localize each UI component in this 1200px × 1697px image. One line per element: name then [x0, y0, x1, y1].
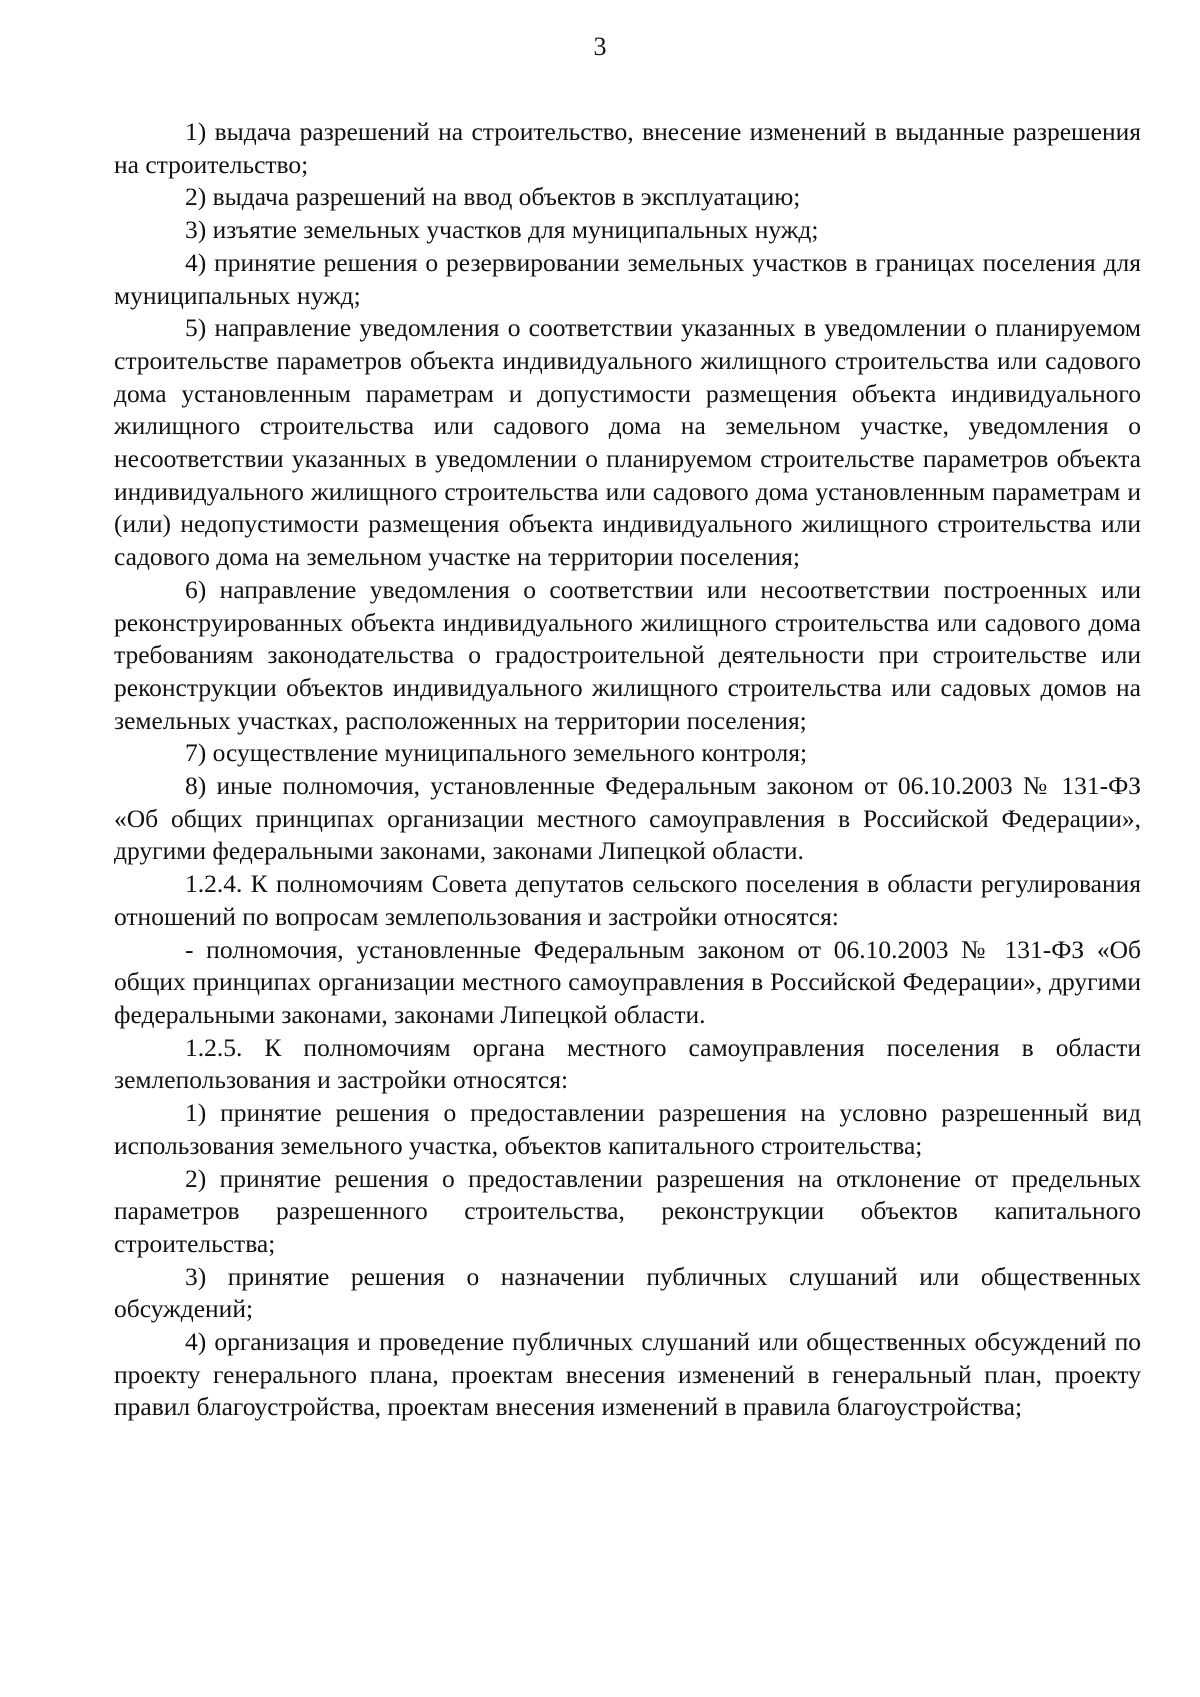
- paragraph-subitem-1: 1) принятие решения о предоставлении разрешения на условно разрешенный вид использования земельного участка, объектов капитального строительства;: [114, 1098, 1141, 1160]
- document-body: [114, 116, 1141, 1424]
- paragraph-item-8: 8) иные полномочия, установленные Федеральным законом от 06.10.2003 № 131-ФЗ «Об общих принципах организации местного самоуправления в Российской Федерации», другими федеральными законами, законами Липецкой области.: [114, 771, 1141, 866]
- page-number: 3: [593, 32, 607, 61]
- paragraph-item-1: 1) выдача разрешений на строительство, внесение изменений в выданные разрешения на строительство;: [114, 117, 1141, 179]
- paragraph-item-2: 2) выдача разрешений на ввод объектов в эксплуатацию;: [185, 182, 801, 212]
- paragraph-item-5: 5) направление уведомления о соответствии указанных в уведомлении о планируемом строительстве параметров объекта индивидуального жилищного строительства или садового дома установленным параметрам и допустимости размещения объекта индивидуального жилищного строительства или садового дома на земельном участке, уведомления о несоответствии указанных в уведомлении о планируемом строительстве параметров объекта индивидуального жилищного строительства или садового дома установленным параметрам и (или) недопустимости размещения объекта индивидуального жилищного строительства или садового дома на земельном участке на территории поселения;: [114, 313, 1141, 572]
- paragraph-council-powers: - полномочия, установленные Федеральным законом от 06.10.2003 № 131-ФЗ «Об общих принципах организации местного самоуправления в Российской Федерации», другими федеральными законами, законами Липецкой области.: [114, 934, 1141, 1029]
- paragraph-item-3: 3) изъятие земельных участков для муниципальных нужд;: [185, 215, 819, 245]
- paragraph-section-1-2-4: 1.2.4. К полномочиям Совета депутатов сельского поселения в области регулирования отношений по вопросам землепользования и застройки относятся:: [114, 869, 1141, 931]
- paragraph-item-4: 4) принятие решения о резервировании земельных участков в границах поселения для муниципальных нужд;: [114, 247, 1141, 310]
- paragraph-subitem-4: 4) организация и проведение публичных слушаний или общественных обсуждений по проекту генерального плана, проектам внесения изменений в генеральный план, проекту правил благоустройства, проектам внесения изменений в правила благоустройства;: [114, 1327, 1141, 1422]
- paragraph-item-7: 7) осуществление муниципального земельного контроля;: [185, 738, 808, 768]
- paragraph-section-1-2-5: 1.2.5. К полномочиям органа местного самоуправления поселения в области землепользования и застройки относятся:: [114, 1032, 1141, 1095]
- paragraph-item-6: 6) направление уведомления о соответствии или несоответствии построенных или реконструированных объекта индивидуального жилищного строительства или садового дома требованиям законодательства о градостроительной деятельности при строительстве или реконструкции объектов индивидуального жилищного строительства или садовых домов на земельных участках, расположенных на территории поселения;: [114, 574, 1141, 735]
- paragraph-subitem-3: 3) принятие решения о назначении публичных слушаний или общественных обсуждений;: [114, 1261, 1141, 1324]
- paragraph-subitem-2: 2) принятие решения о предоставлении разрешения на отклонение от предельных параметров разрешенного строительства, реконструкции объектов капитального строительства;: [114, 1163, 1141, 1258]
